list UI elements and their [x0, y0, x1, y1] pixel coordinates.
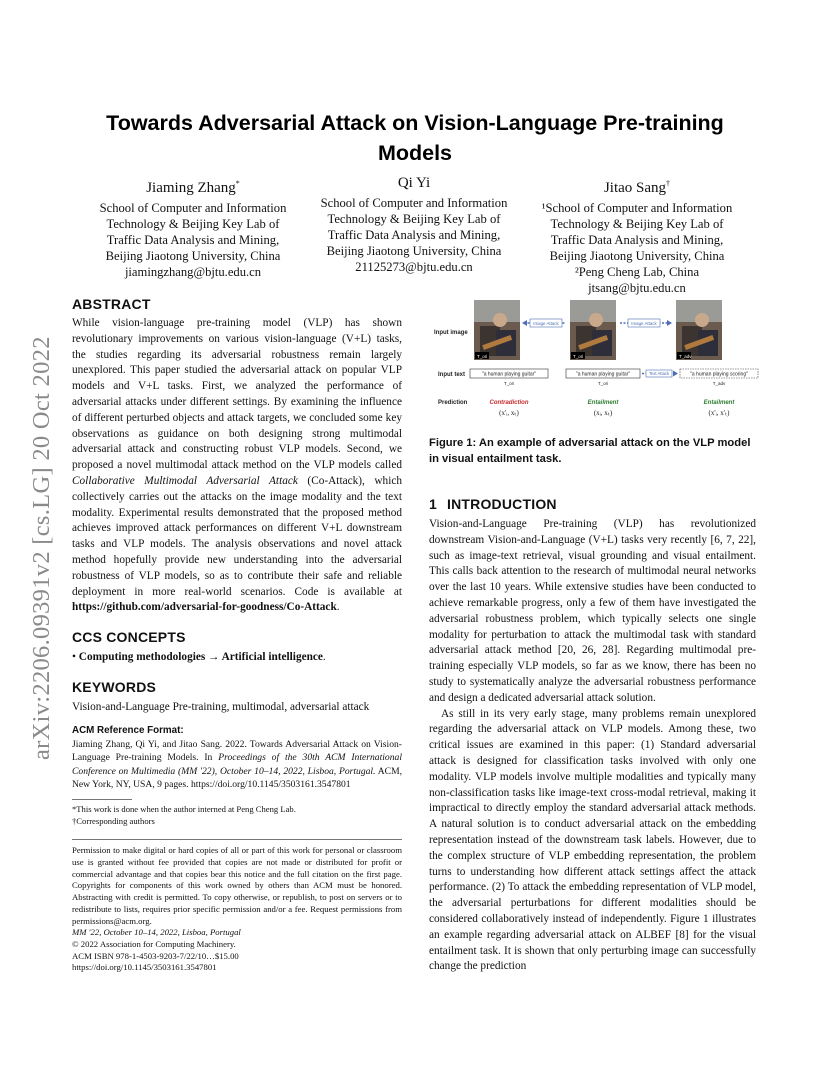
abstract-heading: ABSTRACT — [72, 296, 151, 312]
section-number: 1 — [429, 496, 437, 512]
footnote-rule — [72, 799, 132, 800]
permission-text: Permission to make digital or hard copies of all or part of this work for personal or classroom use is granted without fee provided that copies are not made or distributed for profit or commercial advantage and that copies bear this notice and the full citation on the first page. Copyrights for components of this work owned by others than ACM must be honored. Abstracting with credit is permitted. To copy otherwise, or republish, to post on servers or to redistribute to lists, requires prior specific permission and/or a fee. Request permissions from permissions@acm.org. — [72, 845, 402, 926]
abstract-method-name: Collaborative Multimodal Adversarial Attack — [72, 474, 298, 487]
keywords-text: Vision-and-Language Pre-training, multimodal, adversarial attack — [72, 700, 370, 713]
author-name: Jitao Sang — [603, 180, 667, 196]
author-affiliation-line: Technology & Beijing Key Lab of — [550, 217, 724, 231]
input-text: "a human playing guitar" — [575, 371, 631, 378]
author-email: jtsang@bjtu.edu.cn — [588, 281, 686, 295]
introduction-heading — [429, 496, 756, 512]
intro-paragraph-2: As still in its very early stage, many problems remain unexplored regarding the adversarial attack on VLP models. Among these, two critical issues are examined in this paper: (1) Standard adversarial attack is designed for classification tasks involved with only one modality. VLP models involve multiple modalities and typically many non-classification tasks like image-text cross-modal retrieval, making it impractical to directly employ the standard adversarial attack methods. A natural solution is to conduct adversarial attack on the embedding representation instead of the downstream task labels. However, due to the complex structure of VLP embedding representation, the problem turns to understanding how different attack settings affect the attack performance. (2) To attack the embedding representation of VLP model, the adversarial perturbations for different modalities should be considered collaboratively instead of independently. Figure 1 illustrates an example regarding adversarial attack on ALBEF [8] for the visual entailment task. It is shown that only perturbing image can successfully change the prediction — [429, 707, 756, 973]
figure-1 — [430, 296, 760, 422]
arxiv-stamp — [22, 290, 62, 760]
prediction-entailment: Entailment — [587, 400, 619, 406]
abstract-text-part: (Co-Attack), which collectively carries out the attacks on the image modality and the text modality. Experimental results demonstrated that the proposed method achieves improved attack performances on different V+L downstream tasks and VLP models. The analysis observations and novel attack method hopefully provide new understanding into the adversarial robustness of VLP models, so as to contribute their safe and reliable deployment in more real-world scenarios. Code is available at — [72, 474, 402, 598]
author-name: Jiaming Zhang — [146, 180, 236, 196]
text-tag: T_adv — [712, 381, 726, 386]
section-title: INTRODUCTION — [447, 496, 557, 512]
ccs-bullet: • — [72, 651, 76, 664]
right-column — [429, 496, 756, 975]
reference-venue: Proceedings of the 30th ACM International Conference on Multimedia (MM '22), October 10–14, 2022, Lisboa, Portugal. — [72, 752, 402, 777]
image-original — [474, 300, 520, 360]
author-affiliation-line: Beijing Jiaotong University, China — [105, 249, 281, 263]
text-tag: T_ori — [503, 381, 515, 386]
author-affiliation-line: Traffic Data Analysis and Mining, — [106, 233, 280, 247]
abstract-text-part: While vision-language pre-training model (VLP) has shown revolutionary improvements on various vision-language (V+L) tasks, the studies regarding its adversarial robustness remain largely unexplored. This paper studied the adversarial attack on popular VLP models and V+L tasks. First, we analyzed the performance of adversarial attacks under different settings. By examining the influence of different perturbed objects and attack targets, we concluded some key observations as guidance on both designing strong multimodal adversarial attack and constructing robust VLP models. Second, we proposed a novel multimodal attack method on the VLP models called — [72, 317, 402, 472]
image-tag: T_adv — [679, 354, 692, 359]
input-text: "a human playing guitar" — [481, 371, 537, 378]
arxiv-stamp-text: arXiv:2206.09391v2 [cs.LG] 20 Oct 2022 — [28, 336, 55, 760]
prediction-pair: (x'ᵢ, xₜ) — [499, 409, 519, 417]
footnote-1: *This work is done when the author interned at Peng Cheng Lab. — [72, 804, 296, 815]
author-mark: * — [235, 179, 240, 188]
intro-paragraph-1: Vision-and-Language Pre-training (VLP) has revolutionized downstream Vision-and-Language (V+L) tasks very recently [6, 7, 22], such as image-text retrieval, visual grounding and visual entailment. This calls back attention to the research of multimodal neural networks over the last 10 years. While extensive studies have been conducted to achieve remarkable progress, only a few of them have investigated the adversarial robustness problem, which typically selects one single modality for perturbation to attack the multimodal task with standard adversarial attack method [20, 26, 28]. Regarding multimodal pre-training especially VLP models, so far as we know, there has been no study to systematically analyze the adversarial robustness performance and design a dedicated adversarial attack solution. — [429, 518, 756, 704]
author-affiliation-line: ¹School of Computer and Information — [541, 201, 733, 215]
author-2 — [299, 174, 529, 275]
text-box-1 — [470, 369, 548, 386]
text-box-3 — [680, 369, 758, 386]
image-tag: T_ori — [477, 354, 488, 359]
author-affiliation-line: Technology & Beijing Key Lab of — [106, 217, 280, 231]
ccs-heading: CCS CONCEPTS — [72, 629, 186, 646]
reference-text-part: ACM, New York, NY, USA, 9 pages. https://doi.org/10.1145/3503161.3547801 — [72, 765, 402, 790]
author-3 — [522, 174, 752, 296]
prediction-pair: (x'ᵢ, x'ₜ) — [708, 409, 730, 417]
author-affiliation-line: Technology & Beijing Key Lab of — [327, 212, 501, 226]
permission-copyright: © 2022 Association for Computing Machinery. — [72, 938, 236, 949]
image-attack-label: Image Attack — [631, 321, 657, 326]
image-clean — [570, 300, 616, 360]
prediction-pair: (xᵢ, xₜ) — [593, 409, 613, 417]
author-affiliation-line: Traffic Data Analysis and Mining, — [550, 233, 724, 247]
input-text-adversarial: "a human playing scoring" — [690, 371, 748, 378]
author-affiliation-line: School of Computer and Information — [320, 196, 508, 210]
ccs-end: . — [322, 651, 326, 664]
prediction-contradiction: Contradiction — [489, 400, 529, 406]
author-affiliation-line: Traffic Data Analysis and Mining, — [327, 228, 501, 242]
prediction-entailment: Entailment — [703, 400, 735, 406]
author-affiliation-line: ²Peng Cheng Lab, China — [574, 265, 700, 279]
left-column — [72, 296, 402, 974]
image-tag: T_ori — [573, 354, 584, 359]
abstract-end: . — [336, 601, 340, 614]
author-email: 21125273@bjtu.edu.cn — [355, 260, 473, 274]
reference-format-text — [72, 738, 402, 792]
row-label-text: Input text — [438, 372, 465, 378]
author-name: Qi Yi — [397, 175, 431, 191]
permission-rule — [72, 839, 402, 840]
ccs-text — [72, 650, 402, 666]
author-email: jiamingzhang@bjtu.edu.cn — [124, 265, 262, 279]
image-attack-arrow-2 — [620, 319, 672, 327]
figure-1-svg — [430, 296, 760, 422]
code-link[interactable]: https://github.com/adversarial-for-goodness/Co-Attack — [72, 601, 337, 614]
image-adversarial — [676, 300, 722, 360]
keywords-heading: KEYWORDS — [72, 678, 157, 695]
permission-venue: MM '22, October 10–14, 2022, Lisboa, Portugal — [72, 927, 241, 938]
row-label-image: Input image — [434, 330, 468, 336]
image-attack-arrow — [522, 319, 566, 327]
ccs-item: Computing methodologies → Artificial intelligence — [78, 651, 323, 664]
text-box-2 — [566, 369, 640, 386]
figure-caption: Figure 1: An example of adversarial attack on the VLP model in visual entailment task. — [429, 437, 751, 465]
author-affiliation-line: Beijing Jiaotong University, China — [549, 249, 725, 263]
author-affiliation-line: School of Computer and Information — [99, 201, 287, 215]
footnote-2: †Corresponding authors — [72, 815, 155, 826]
permission-doi: https://doi.org/10.1145/3503161.3547801 — [72, 962, 217, 973]
reference-text-part: Jiaming Zhang, Qi Yi, and Jitao Sang. 2022. Towards Adversarial Attack on Vision-Language Pre-training Models. In — [72, 738, 402, 764]
author-1 — [78, 174, 308, 280]
permission-isbn: ACM ISBN 978-1-4503-9203-7/22/10…$15.00 — [72, 950, 239, 961]
image-attack-label: Image Attack — [533, 321, 559, 326]
abstract-text — [72, 316, 402, 616]
author-mark: † — [666, 179, 671, 188]
text-tag: T_ori — [597, 381, 609, 386]
reference-format-heading: ACM Reference Format: — [72, 724, 184, 736]
text-attack-arrow — [642, 370, 678, 377]
paper-title: Towards Adversarial Attack on Vision-Language Pre-training Models — [106, 111, 724, 165]
author-affiliation-line: Beijing Jiaotong University, China — [326, 244, 502, 258]
row-label-prediction: Prediction — [438, 400, 468, 406]
text-attack-label: Text Attack — [648, 371, 670, 376]
